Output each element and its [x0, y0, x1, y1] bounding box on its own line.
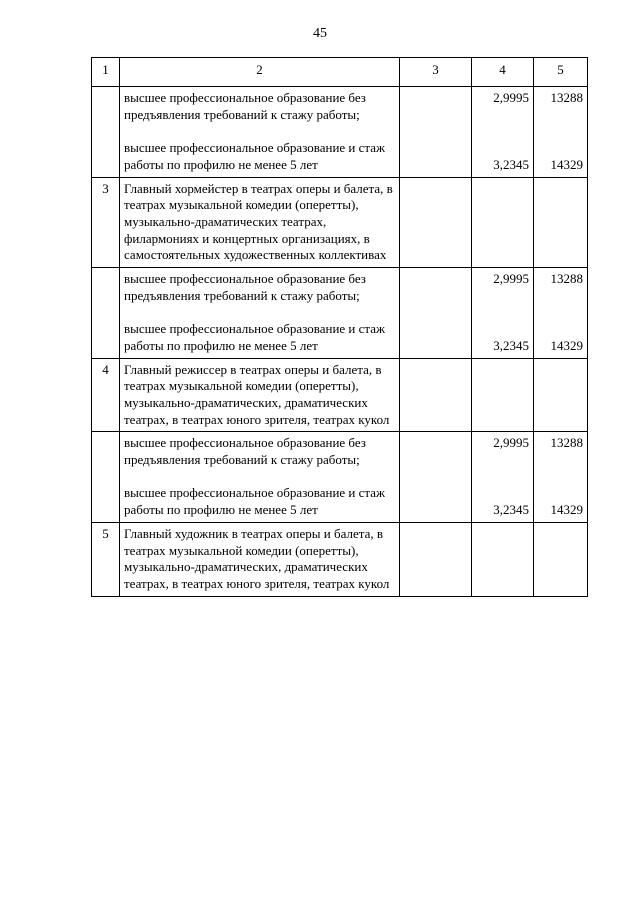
table-row — [92, 268, 588, 359]
salary-no-experience: 13288 — [550, 435, 583, 451]
salary-table — [91, 57, 588, 597]
qualification-no-experience: высшее профессиональное образование без предъявления требований к стажу работы; — [124, 435, 366, 468]
row-number: 5 — [92, 522, 120, 596]
header-row — [92, 58, 588, 87]
page-number: 45 — [313, 26, 327, 41]
coefficient-no-experience: 2,9995 — [493, 435, 529, 451]
empty-cell — [400, 177, 472, 268]
empty-cell — [472, 358, 534, 432]
empty-cell — [400, 358, 472, 432]
coefficient-experience-5: 3,2345 — [493, 337, 529, 353]
qualification-no-experience: высшее профессиональное образование без предъявления требований к стажу работы; — [124, 271, 366, 303]
qualification-experience-5: высшее профессиональное образование и стаж работы по профилю не менее 5 лет — [124, 321, 385, 353]
qualification-experience-5: высшее профессиональное образование и стаж работы по профилю не менее 5 лет — [124, 140, 385, 172]
empty-cell — [534, 358, 588, 432]
empty-cell — [534, 177, 588, 268]
qualification-no-experience: высшее профессиональное образование без предъявления требований к стажу работы; — [124, 90, 366, 122]
qualification-experience-5: высшее профессиональное образование и стаж работы по профилю не менее 5 лет — [124, 485, 385, 518]
col-header-5: 5 — [534, 58, 588, 87]
row-number — [92, 268, 120, 359]
empty-cell — [400, 522, 472, 596]
row-number — [92, 87, 120, 178]
empty-cell — [472, 177, 534, 268]
col-header-2: 2 — [120, 58, 400, 87]
col-header-4: 4 — [472, 58, 534, 87]
position-title: Главный режиссер в театрах оперы и балета, в театрах музыкальной комедии (оперетты), музыкально-драматических, драматических театрах, в театрах юного зрителя, театрах кукол — [120, 358, 400, 432]
table-row — [92, 522, 588, 596]
salary-experience-5: 14329 — [550, 502, 583, 518]
coefficient-no-experience: 2,9995 — [493, 271, 529, 287]
coefficient-cell — [472, 268, 534, 359]
coefficient-experience-5: 3,2345 — [493, 502, 529, 518]
row-number: 3 — [92, 177, 120, 268]
table-row — [92, 358, 588, 432]
salary-experience-5: 14329 — [550, 337, 583, 353]
qualification-cell — [120, 432, 400, 523]
position-title: Главный хормейстер в театрах оперы и балета, в театрах музыкальной комедии (оперетты), музыкально-драматических театрах, филармониях и концертных организациях, в самостоятельных художественных коллективах — [120, 177, 400, 268]
col-header-3: 3 — [400, 58, 472, 87]
empty-cell — [400, 432, 472, 523]
salary-cell — [534, 432, 588, 523]
salary-no-experience: 13288 — [550, 90, 583, 105]
table-row — [92, 177, 588, 268]
coefficient-cell — [472, 432, 534, 523]
row-number — [92, 432, 120, 523]
empty-cell — [534, 522, 588, 596]
table-row — [92, 432, 588, 523]
coefficient-no-experience: 2,9995 — [493, 90, 529, 105]
salary-cell — [534, 87, 588, 178]
coefficient-experience-5: 3,2345 — [493, 156, 529, 172]
position-title: Главный художник в театрах оперы и балета, в театрах музыкальной комедии (оперетты), музыкально-драматических, драматических театрах, в театрах юного зрителя, театрах кукол — [120, 522, 400, 596]
row-number: 4 — [92, 358, 120, 432]
qualification-cell — [120, 268, 400, 359]
salary-no-experience: 13288 — [550, 271, 583, 287]
salary-experience-5: 14329 — [550, 156, 583, 172]
table-row — [92, 87, 588, 178]
col-header-1: 1 — [92, 58, 120, 87]
qualification-cell — [120, 87, 400, 178]
salary-cell — [534, 268, 588, 359]
empty-cell — [400, 87, 472, 178]
empty-cell — [472, 522, 534, 596]
empty-cell — [400, 268, 472, 359]
coefficient-cell — [472, 87, 534, 178]
